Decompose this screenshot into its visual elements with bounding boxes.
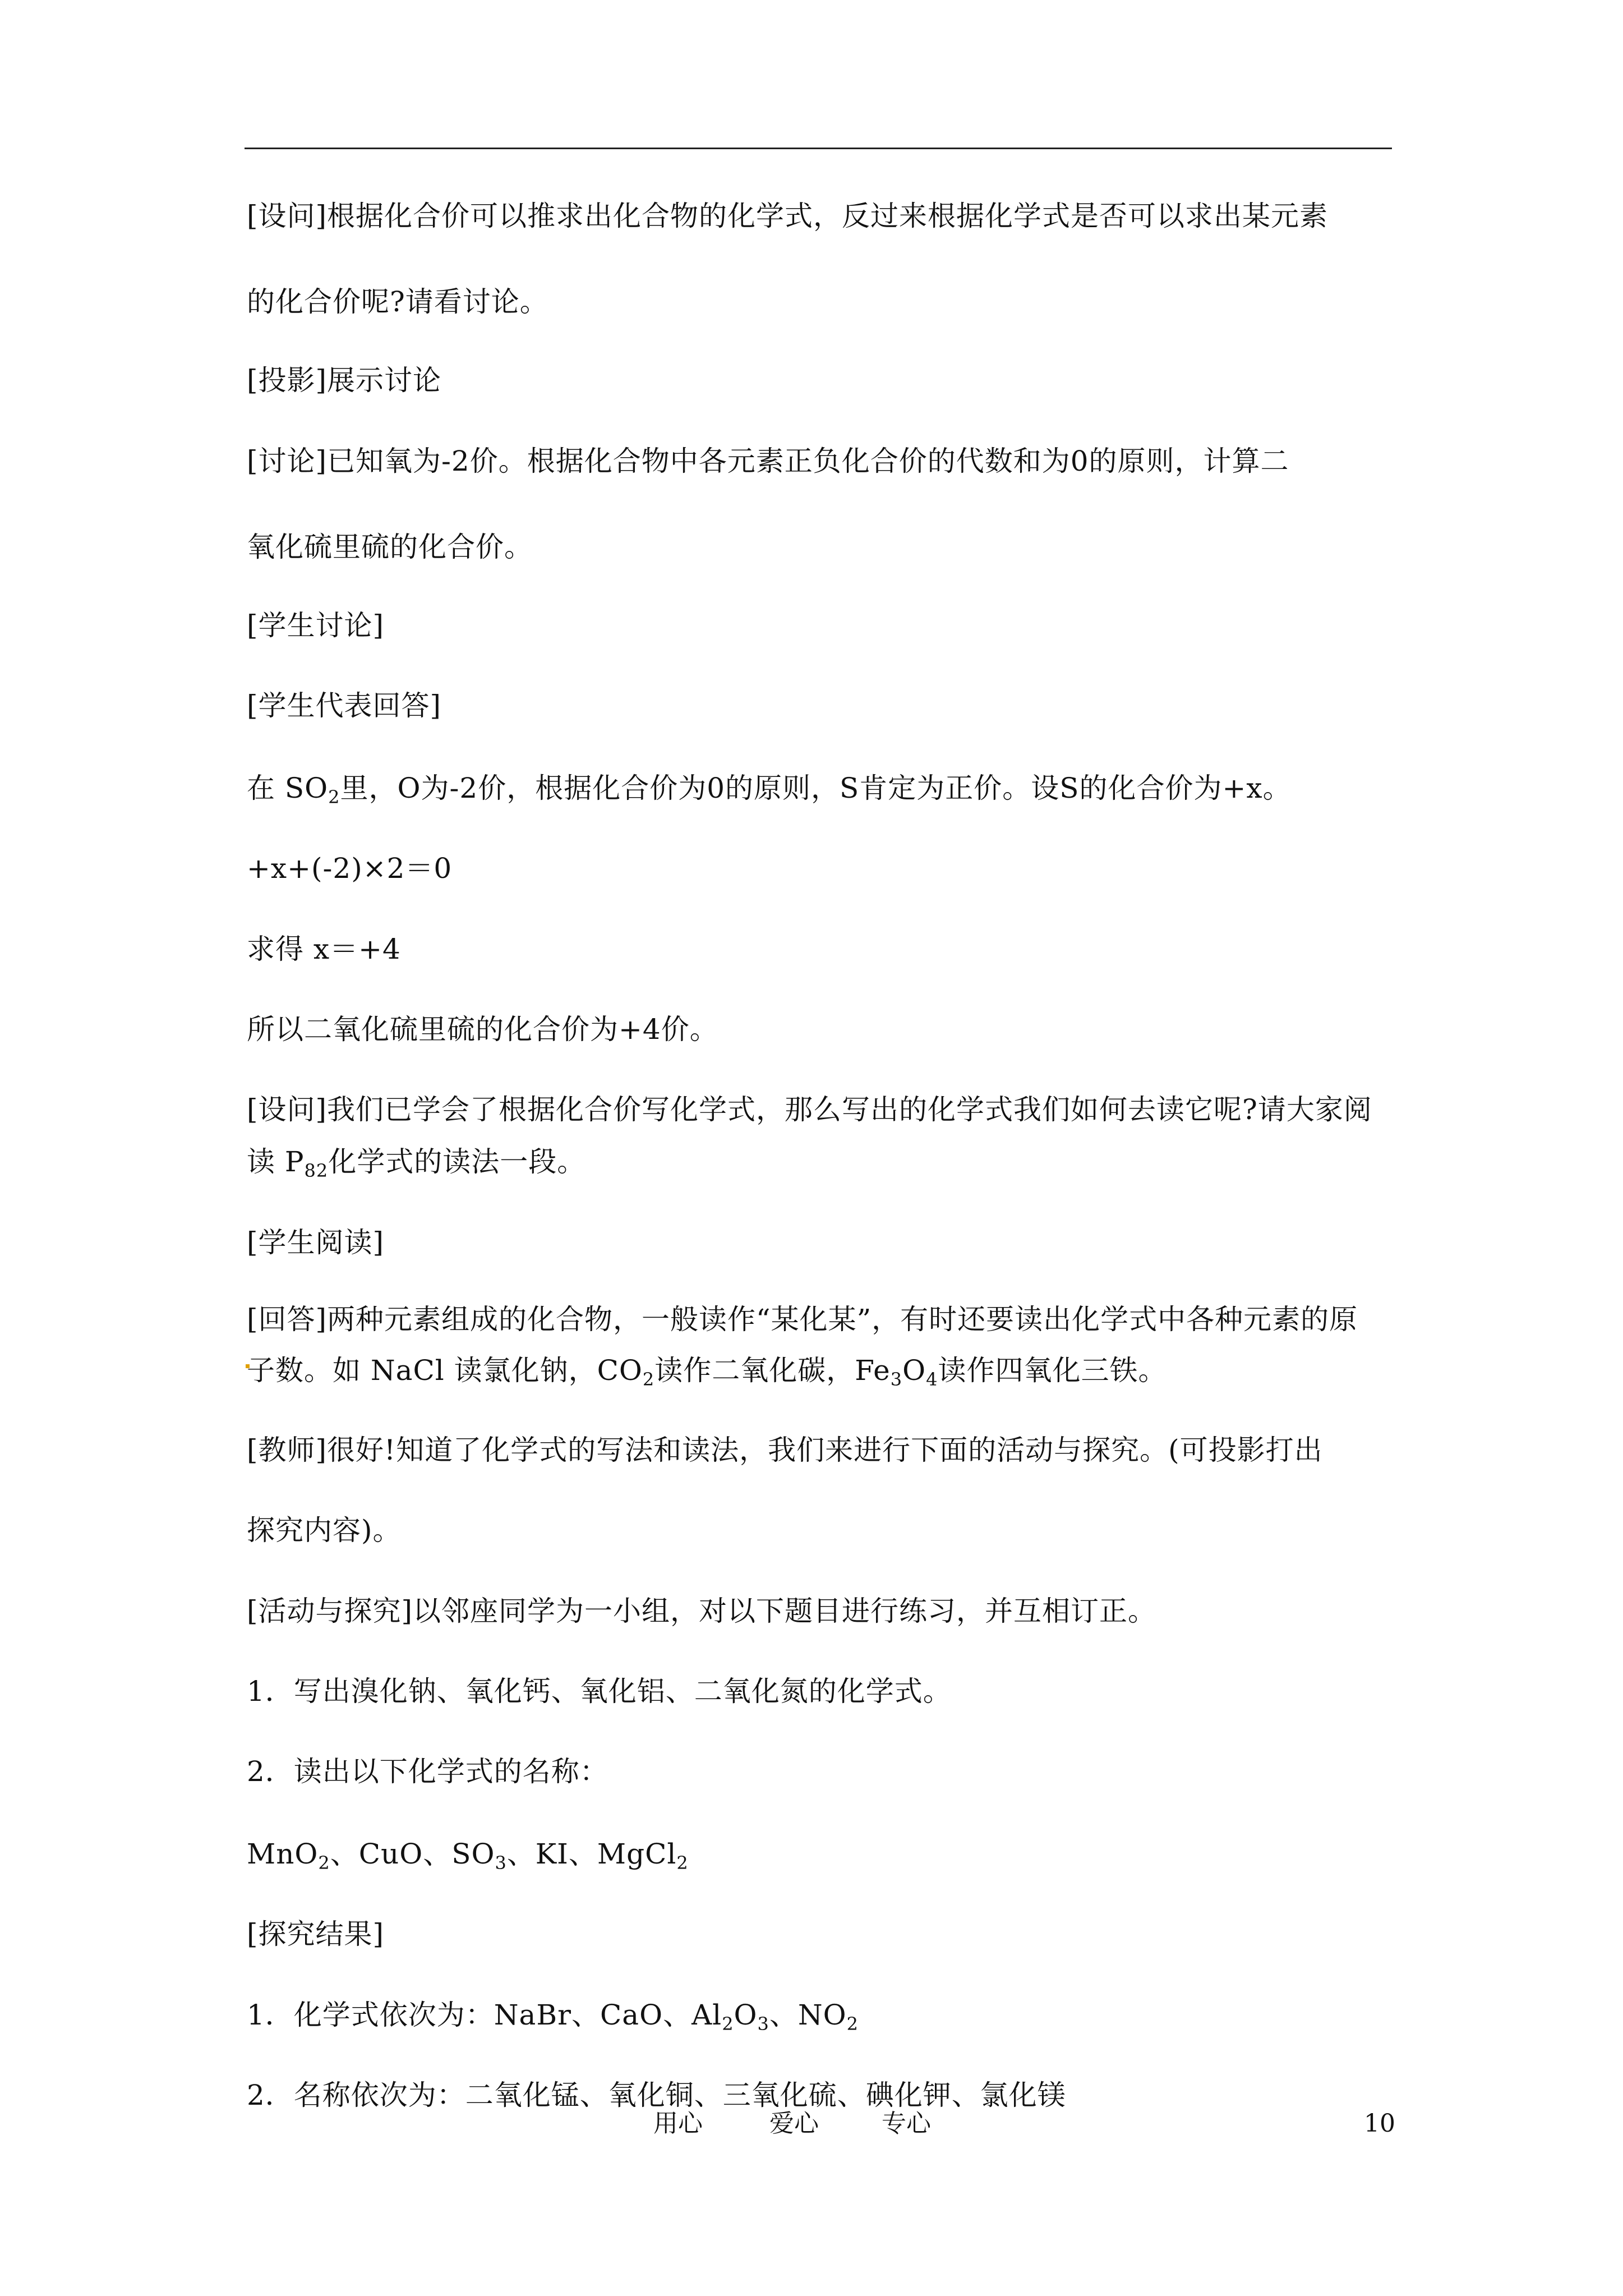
footer-motto-1: 用心 [653,2109,703,2138]
text-line-formulas: MnO$_2$、CuO、$SO_3$、KI、MgCl$_2$ [247,1838,689,1874]
text-line: [学生阅读] [247,1226,385,1259]
text-line: [投影]展示讨论 [247,364,442,397]
footer-motto-3: 专心 [882,2109,931,2138]
text-line: 求得 x＝+4 [247,933,401,965]
header-rule [245,148,1392,149]
text-line: [设问]我们已学会了根据化合价写化学式，那么写出的化学式我们如何去读它呢?请大家阅 [247,1093,1372,1126]
text-line-result: 1．化学式依次为：NaBr、CaO、$Al_2O_3$、$NO_2$ [247,1999,859,2035]
text-line: [回答]两种元素组成的化合物，一般读作“某化某”，有时还要读出化学式中各种元素的原 [247,1303,1358,1336]
text-line: [活动与探究]以邻座同学为一小组，对以下题目进行练习，并互相订正。 [247,1595,1157,1627]
text-line: +x+(-2)×2＝0 [247,852,453,885]
text-line: [讨论]已知氧为-2价。根据化合物中各元素正负化合价的代数和为0的原则，计算二 [247,445,1289,477]
text-line: 探究内容)。 [247,1514,402,1547]
text-line: 氧化硫里硫的化合价。 [247,531,533,563]
page-number: 10 [1364,2109,1395,2138]
text-line-p82: 读 $P_{82}$化学式的读法一段。 [247,1145,586,1181]
text-line: [教师]很好!知道了化学式的写法和读法，我们来进行下面的活动与探究。(可投影打出 [247,1434,1323,1466]
text-line: 2．读出以下化学式的名称： [247,1755,608,1788]
text-line: 的化合价呢?请看讨论。 [247,286,548,318]
text-line: [设问]根据化合价可以推求出化合物的化学式，反过来根据化学式是否可以求出某元素 [247,200,1329,232]
text-line: [探究结果] [247,1918,385,1950]
text-line: 2．名称依次为：二氧化锰、氧化铜、三氧化硫、碘化钾、氯化镁 [247,2079,1066,2111]
text-line: 所以二氧化硫里硫的化合价为+4价。 [247,1013,718,1046]
text-line-naming: 子数。如 NaCl 读氯化钠，$CO_2$读作二氧化碳，$Fe_3O_4$读作四氧化三铁。 [247,1354,1167,1390]
text-line: 1．写出溴化钠、氧化钙、氧化铝、二氧化氮的化学式。 [247,1675,952,1708]
footer-motto-2: 爱心 [769,2109,819,2138]
text-line-so2: 在 $SO_2$里，O为-2价，根据化合价为0的原则，S肯定为正价。设S的化合价为+x。 [247,772,1292,808]
text-line: [学生讨论] [247,609,385,642]
text-line: [学生代表回答] [247,689,442,722]
